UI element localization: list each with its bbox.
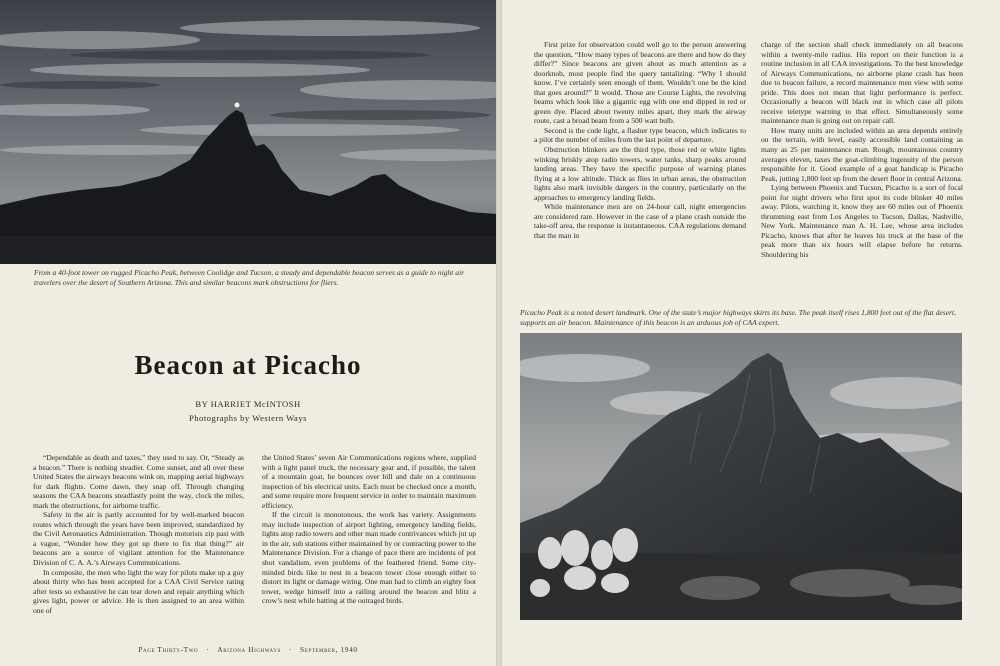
paragraph: the United States’ seven Air Communications regions where, supplied with a light panel truck, the necessary gear and, if possible, the talent of a mountain goat, he bounces over hill and dale on a continuous inspection of his electrical units. Each must be checked once a month, and some require more frequent service in order to maintain maximum efficiency. — [262, 453, 476, 510]
photo-picacho-night — [0, 0, 496, 264]
page-footer: Page Thirty-Two · Arizona Highways · September, 1940 — [138, 645, 358, 654]
byline-photos: Photographs by Western Ways — [188, 413, 308, 423]
paragraph: While maintenance men are on 24-hour call, night emergencies are considered rare. However in the case of a plane crash outside the take-off area, the response is instantaneous. CAA regulations demand that the man in — [534, 202, 746, 240]
article-title: Beacon at Picacho — [134, 350, 362, 380]
right-page — [502, 0, 1000, 666]
paragraph: Lying between Phoenix and Tucson, Picacho is a sort of focal point for night drivers who first spot its code blinker 40 miles away. Pilots, watching it, know they are 60 miles out of Phoenix thrumming east from Los Angeles to Tucson, Dallas, Nashville, New York. Maintenance man A. H. Lee, whose area includes Picacho, knows that after he leaves his truck at the base of the peak more than six hours will elapse before he returns. Shouldering his — [761, 183, 963, 260]
left-column-2 — [262, 453, 476, 606]
footer-date: September, 1940 — [299, 645, 358, 654]
paragraph: In composite, the men who light the way for pilots make up a guy about thirty who has been accepted for a CAA Civil Service rating after tests so exhaustive he can tear down and repair anything which gives light, power or advice. He is then assigned to an area within one of — [33, 567, 244, 615]
right-column-2 — [761, 40, 963, 260]
paragraph: Safety in the air is partly accounted for by well-marked beacon routes which through the years have been improved, standardized by the Civil Aeronautics Administration. Though motorists zip past with a vague, “Wonder how they got up there to fix that thing?” air beacons are a source of vigilant attention for the Maintenance Division of C. A. A.’s Airways Communications. — [33, 510, 244, 568]
footer-magazine: Arizona Highways — [217, 645, 281, 654]
paragraph: Obstruction blinkers are the third type, those red or white lights winking briskly atop radio towers, water tanks, sharp peaks around landing areas. They have the specific purpose of warning planes flying at a low altitude. Thick as flies in urban areas, the obstruction lights also mark invisible dangers in the country, particularly on the approaches to emergency landing fields. — [534, 145, 746, 202]
left-page — [0, 0, 496, 666]
night-peak-illustration — [0, 0, 496, 264]
paragraph: How many units are included within an area depends entirely on the terrain, with level, easily accessible land containing as many as 25 per maintenance man. Rough, mountainous country averages eleven, taxes the goat-climbing ingenuity of the person responsible for it. Good example of a goat handicap is Picacho Peak, jutting 1,800 feet up from the desert floor in central Arizona. — [761, 125, 963, 183]
day-peak-illustration — [520, 333, 962, 620]
paragraph: charge of the section shall check immediately on all beacons within a twenty-mile radius. His report on their function is a routine inclusion in all CAA investigations. To the best knowledge of Airways Communications, no airborne plane crash has been due to beacon failure, a record maintenance men view with some pride. This does not mean that light performance is perfect. Occasionally a beacon will black out in which case all pilots receive teletype warning to that effect. Simultaneously some maintenance man is going out on repair call. — [761, 40, 963, 126]
footer-page-number: Page Thirty-Two — [138, 645, 199, 654]
caption-mid: Picacho Peak is a noted desert landmark. One of the state’s major highways skirts its base. The peak itself rises 1,800 feet out of the flat desert, supports an air beacon. Maintenance of this beacon is an arduous job of CAA expert. — [520, 308, 957, 327]
caption-top: From a 40-foot tower on rugged Picacho Peak, between Coolidge and Tucson, a steady and dependable beacon serves as a guide to night air travelers over the desert of Southern Arizona. This and similar beacons mark obstructions for fliers. — [34, 268, 465, 287]
byline-author: BY HARRIET McINTOSH — [195, 399, 301, 409]
photo-picacho-day — [520, 333, 962, 620]
beacon-light-icon — [235, 103, 240, 108]
paragraph: Second is the code light, a flasher type beacon, which indicates to a pilot the number of miles from the last point of departure. — [534, 125, 746, 145]
paragraph: “Dependable as death and taxes,” they used to say. Or, “Steady as a beacon.” There is nothing steadier. Come sunset, and all over these United States the airways beacons wink on, mapping aerial highways for dark flights. Come dawn, they snap off. Through changing seasons the CAA beacons steadfastly point the way, clock the miles, mark the obstructions, for airborne traffic. — [33, 453, 244, 510]
paragraph: If the circuit is monotonous, the work has variety. Assignments may include inspection of airport lighting, emergency landing fields, lights atop radio towers and other man made contrivances which jut up in the air, sub stations either maintained by or contracting power to the Maintenance Division. For a change of pace there are incidents of pot shot vandalism, even problems of the feathered friend. Some city-minded birds like to nest in a beacon tower close enough either to distort its light or damage wiring. One man had to climb an eighty foot tower, wedge himself into a railing around the beacon and blitz a crow’s nest while batting at the outraged birds. — [262, 510, 476, 606]
right-column-1 — [534, 40, 746, 240]
left-column-1 — [33, 453, 244, 615]
paragraph: First prize for observation could well go to the person answering the question, “How many types of beacons are there and how do they differ?” Since beacons are given about as much attention as a doorknob, most people find the query tantalizing. “Why I should know. I’ve certainly seen enough of them. Wouldn’t one be the kind that goes around?” It would. Those are Course Lights, the revolving beams which look like a gigantic egg with one end dipped in red or green dye. Placed about twenty miles apart, they mark the airway route, cast a broad beam from a 500 watt bulb. — [534, 40, 746, 126]
